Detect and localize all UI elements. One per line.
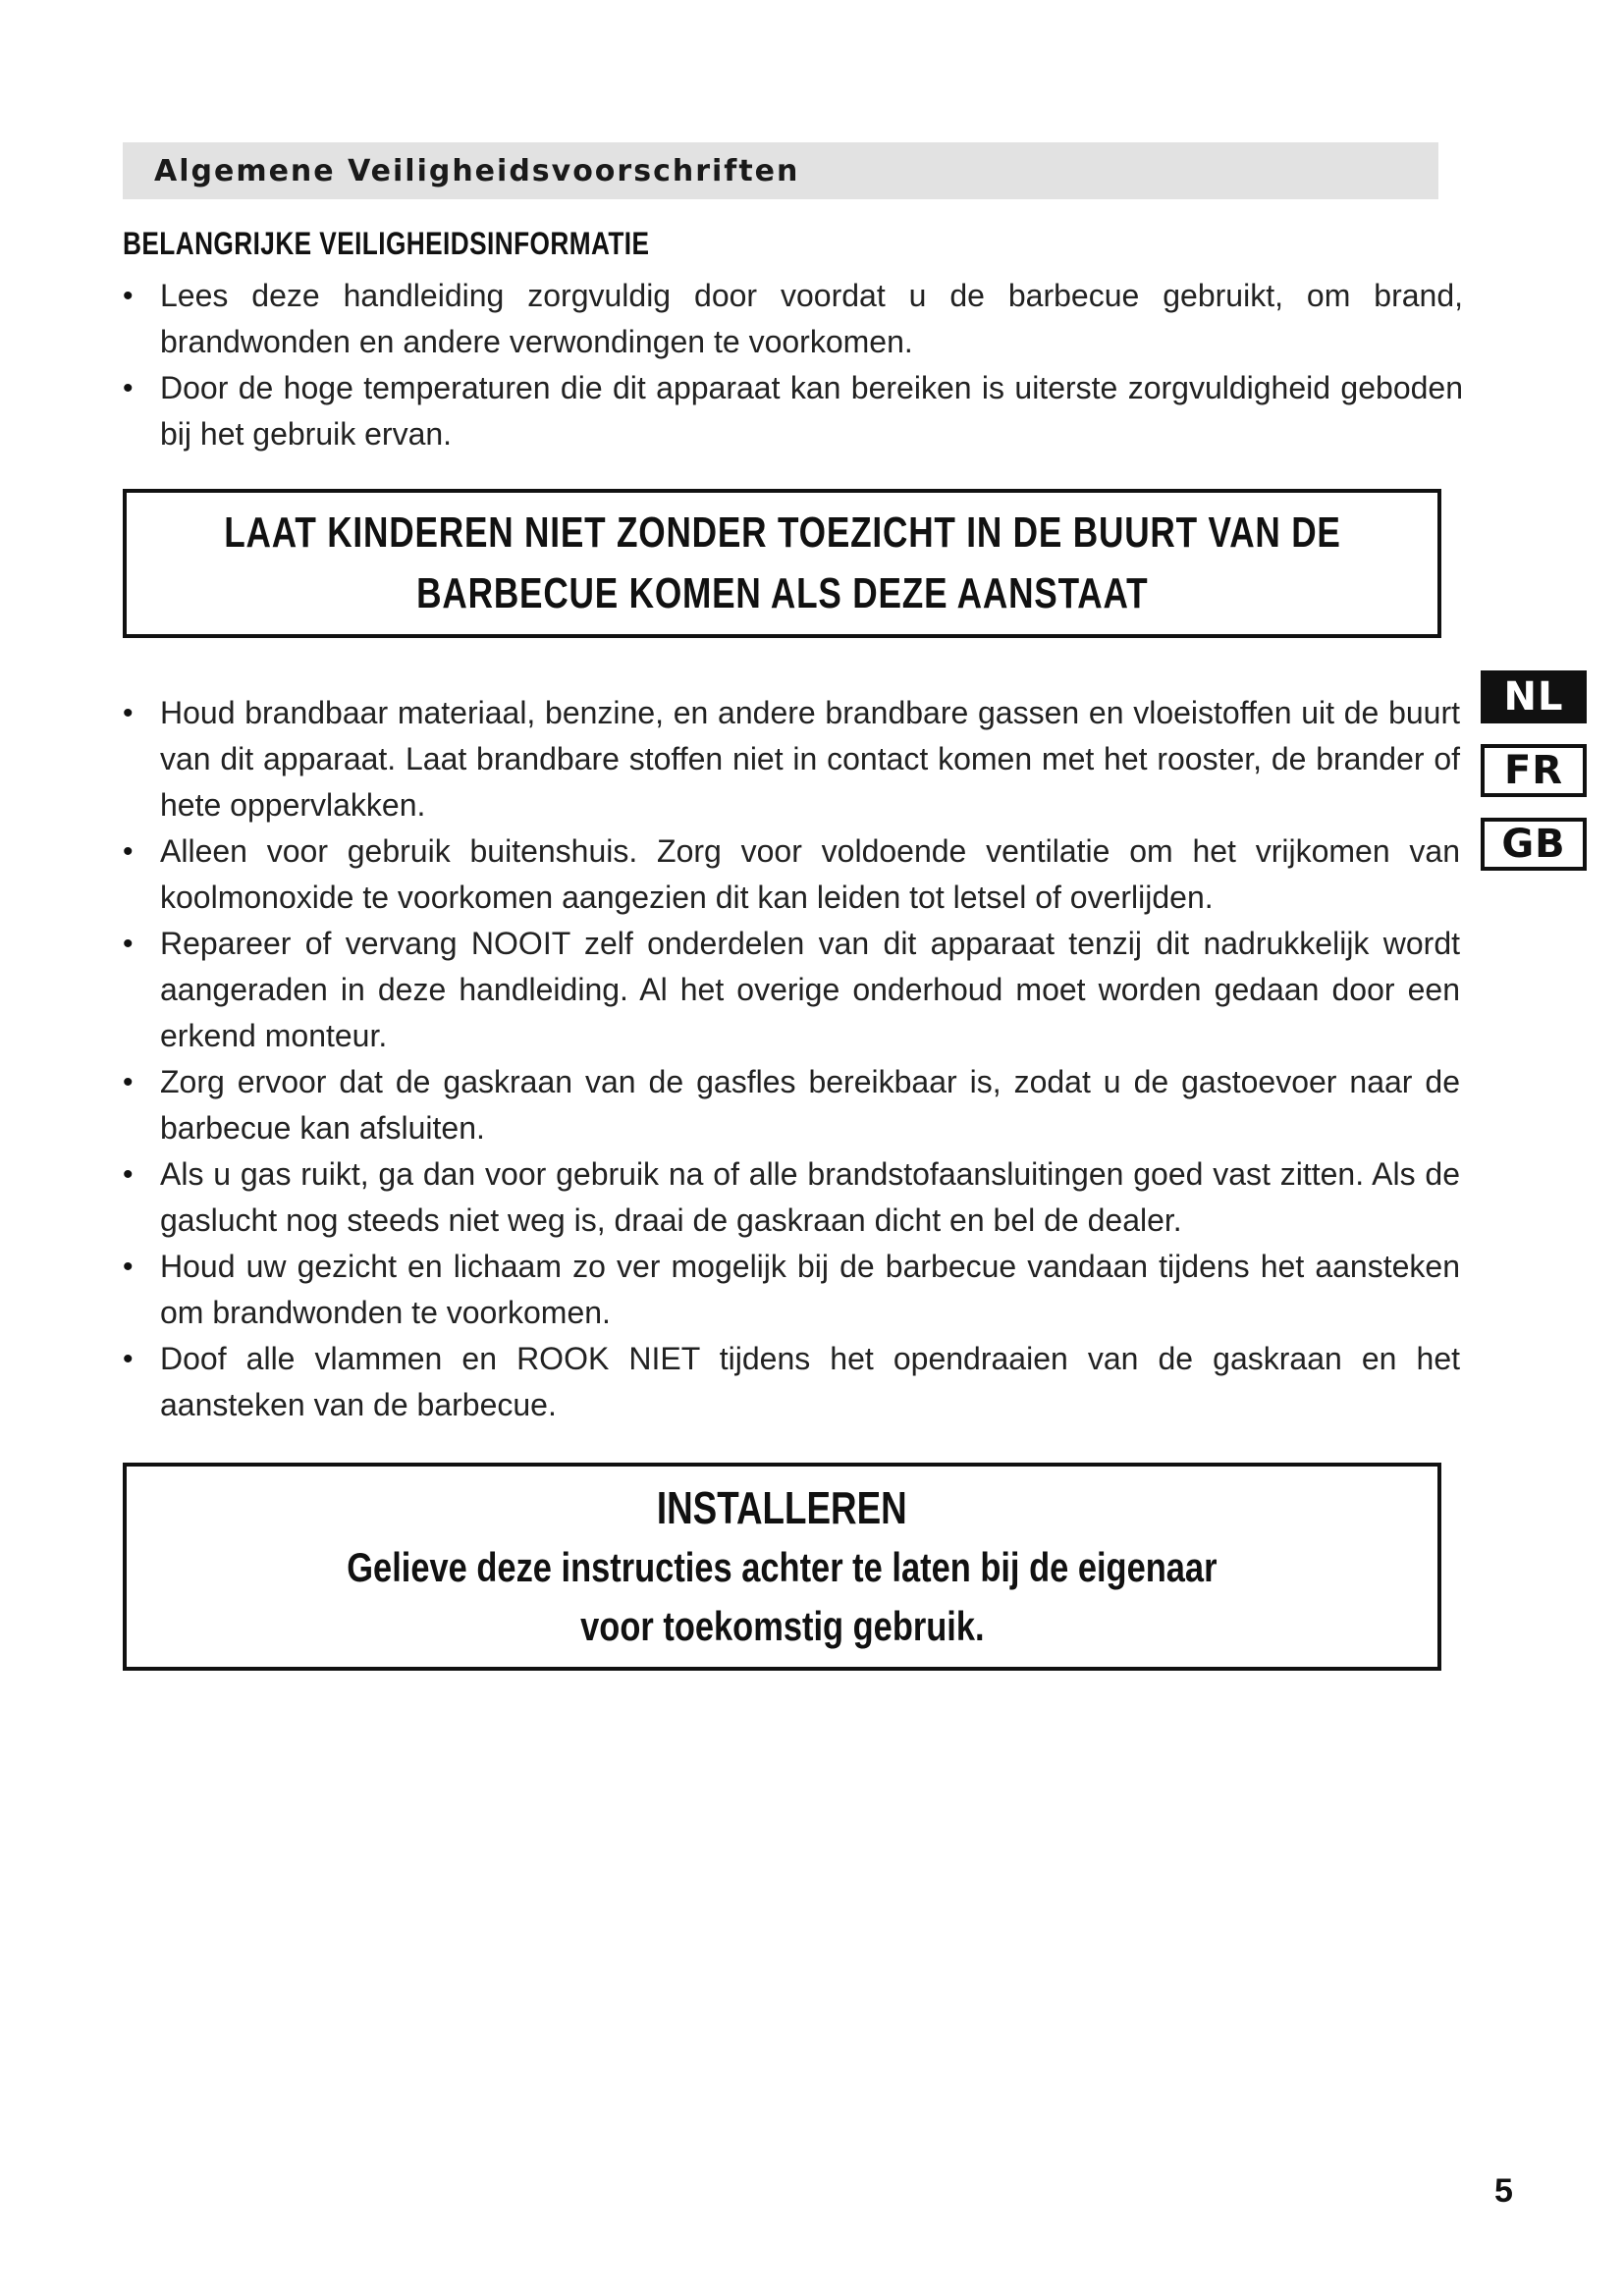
list-item-text: Houd uw gezicht en lichaam zo ver mogelijk bij de barbecue vandaan tijdens het aansteken om brandwonden te voorkomen.: [160, 1249, 1460, 1330]
list-item: [123, 828, 1460, 921]
bullet-icon: •: [123, 1251, 134, 1283]
list-item: [123, 273, 1463, 365]
bullet-icon: •: [123, 835, 134, 868]
list-item-text: Door de hoge temperaturen die dit apparaat kan bereiken is uiterste zorgvuldigheid geboden bij het gebruik ervan.: [160, 370, 1463, 452]
language-tabs: [1481, 670, 1587, 891]
list-item: [123, 1244, 1460, 1336]
language-tab-fr[interactable]: FR: [1481, 744, 1587, 797]
install-notice-box: [123, 1463, 1441, 1671]
safety-info-heading: BELANGRIJKE VEILIGHEIDSINFORMATIE: [123, 226, 650, 261]
section-title-bar: [123, 142, 1438, 199]
safety-bullet-list: [123, 690, 1460, 1428]
intro-bullet-list: [123, 273, 1463, 457]
list-item: [123, 690, 1460, 828]
list-item-text: Houd brandbaar materiaal, benzine, en andere brandbare gassen en vloeistoffen uit de buurt van dit apparaat. Laat brandbare stoffen niet in contact komen met het rooster, de brander of hete oppervlakken.: [160, 695, 1460, 823]
list-item-text: Lees deze handleiding zorgvuldig door voordat u de barbecue gebruikt, om brand, brandwonden en andere verwondingen te voorkomen.: [160, 278, 1463, 359]
children-warning-box: [123, 489, 1441, 638]
page-number: 5: [1494, 2172, 1513, 2210]
install-line-1: Gelieve deze instructies achter te laten bij de eigenaar: [347, 1544, 1218, 1590]
bullet-icon: •: [123, 372, 134, 404]
bullet-icon: •: [123, 1158, 134, 1191]
section-title: Algemene Veiligheidsvoorschriften: [154, 153, 800, 188]
list-item: [123, 1151, 1460, 1244]
bullet-icon: •: [123, 928, 134, 960]
warning-line-2: BARBECUE KOMEN ALS DEZE AANSTAAT: [415, 569, 1149, 617]
list-item: [123, 1336, 1460, 1428]
warning-line-1: LAAT KINDEREN NIET ZONDER TOEZICHT IN DE BUURT VAN DE: [223, 508, 1341, 557]
list-item-text: Als u gas ruikt, ga dan voor gebruik na of alle brandstofaansluitingen goed vast zitten. Als de gaslucht nog steeds niet weg is, draai de gaskraan dicht en bel de dealer.: [160, 1156, 1460, 1238]
list-item-text: Repareer of vervang NOOIT zelf onderdelen van dit apparaat tenzij dit nadrukkelijk wordt aangeraden in deze handleiding. Al het overige onderhoud moet worden gedaan door een erkend monteur.: [160, 926, 1460, 1053]
list-item: [123, 921, 1460, 1059]
list-item-text: Alleen voor gebruik buitenshuis. Zorg voor voldoende ventilatie om het vrijkomen van koolmonoxide te voorkomen aangezien dit kan leiden tot letsel of overlijden.: [160, 833, 1460, 915]
bullet-icon: •: [123, 1343, 134, 1375]
bullet-icon: •: [123, 1066, 134, 1098]
list-item-text: Zorg ervoor dat de gaskraan van de gasfles bereikbaar is, zodat u de gastoevoer naar de barbecue kan afsluiten.: [160, 1064, 1460, 1146]
list-item: [123, 365, 1463, 457]
bullet-icon: •: [123, 697, 134, 729]
install-title: INSTALLEREN: [657, 1482, 907, 1533]
language-tab-gb[interactable]: GB: [1481, 818, 1587, 871]
language-tab-nl[interactable]: NL: [1481, 670, 1587, 723]
install-line-2: voor toekomstig gebruik.: [579, 1603, 985, 1649]
list-item-text: Doof alle vlammen en ROOK NIET tijdens het opendraaien van de gaskraan en het aansteken van de barbecue.: [160, 1341, 1460, 1422]
list-item: [123, 1059, 1460, 1151]
bullet-icon: •: [123, 280, 134, 312]
